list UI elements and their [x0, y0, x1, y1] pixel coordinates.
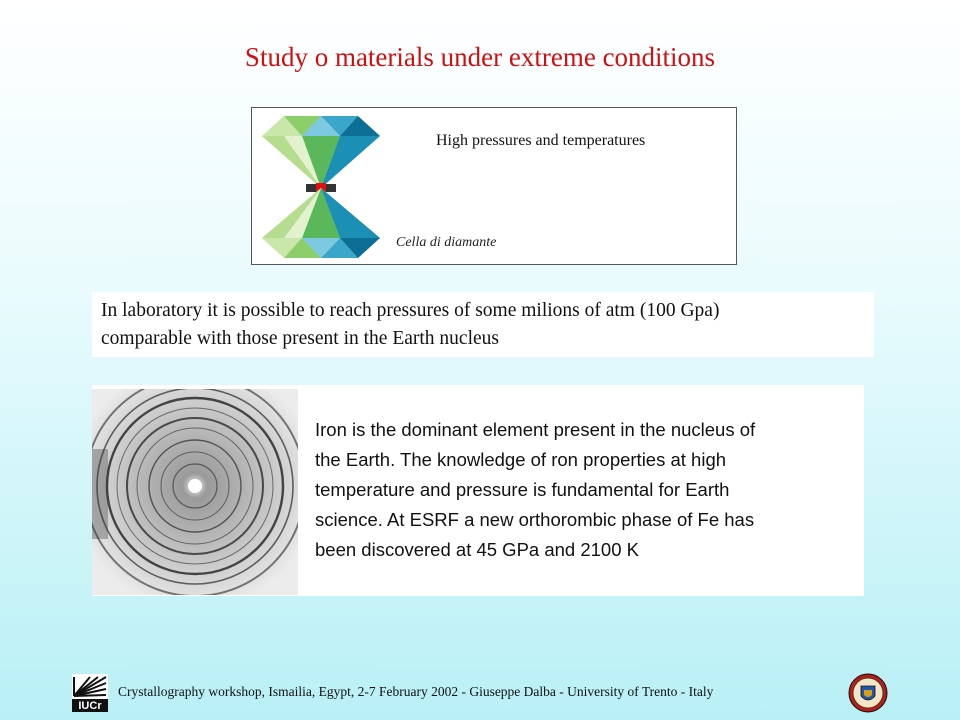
iron-info-panel: [92, 385, 864, 596]
iron-line-2: the Earth. The knowledge of ron properties at high: [315, 449, 727, 470]
iron-line-4: science. At ESRF a new orthorombic phase of Fe has: [315, 509, 755, 530]
laboratory-line-2: comparable with those present in the Earth nucleus: [101, 328, 499, 349]
university-seal-icon: [848, 672, 888, 714]
high-pressure-label: High pressures and temperatures: [436, 132, 646, 149]
iron-description: [315, 415, 845, 565]
laboratory-line-1: In laboratory it is possible to reach pressures of some milions of atm (100 Gpa): [101, 300, 720, 321]
diamond-anvil-panel: [251, 107, 737, 265]
laboratory-text-box: [92, 292, 874, 357]
iron-line-1: Iron is the dominant element present in the nucleus of: [315, 419, 756, 440]
diamond-cell-caption: Cella di diamante: [396, 235, 497, 250]
x-ray-diffraction-image: [92, 389, 298, 595]
slide-title: Study o materials under extreme conditions: [244, 42, 716, 72]
iron-line-3: temperature and pressure is fundamental for Earth: [315, 479, 730, 500]
iucr-logo-text: IUCr: [78, 700, 102, 712]
footer-credits: Crystallography workshop, Ismailia, Egypt, 2-7 February 2002 - Giuseppe Dalba - University of Trento - Italy: [118, 684, 714, 699]
footer: [72, 672, 888, 714]
diamond-anvil-cell-illustration: [262, 116, 380, 258]
iron-line-5: been discovered at 45 GPa and 2100 K: [315, 539, 639, 560]
iucr-logo: [72, 674, 108, 712]
